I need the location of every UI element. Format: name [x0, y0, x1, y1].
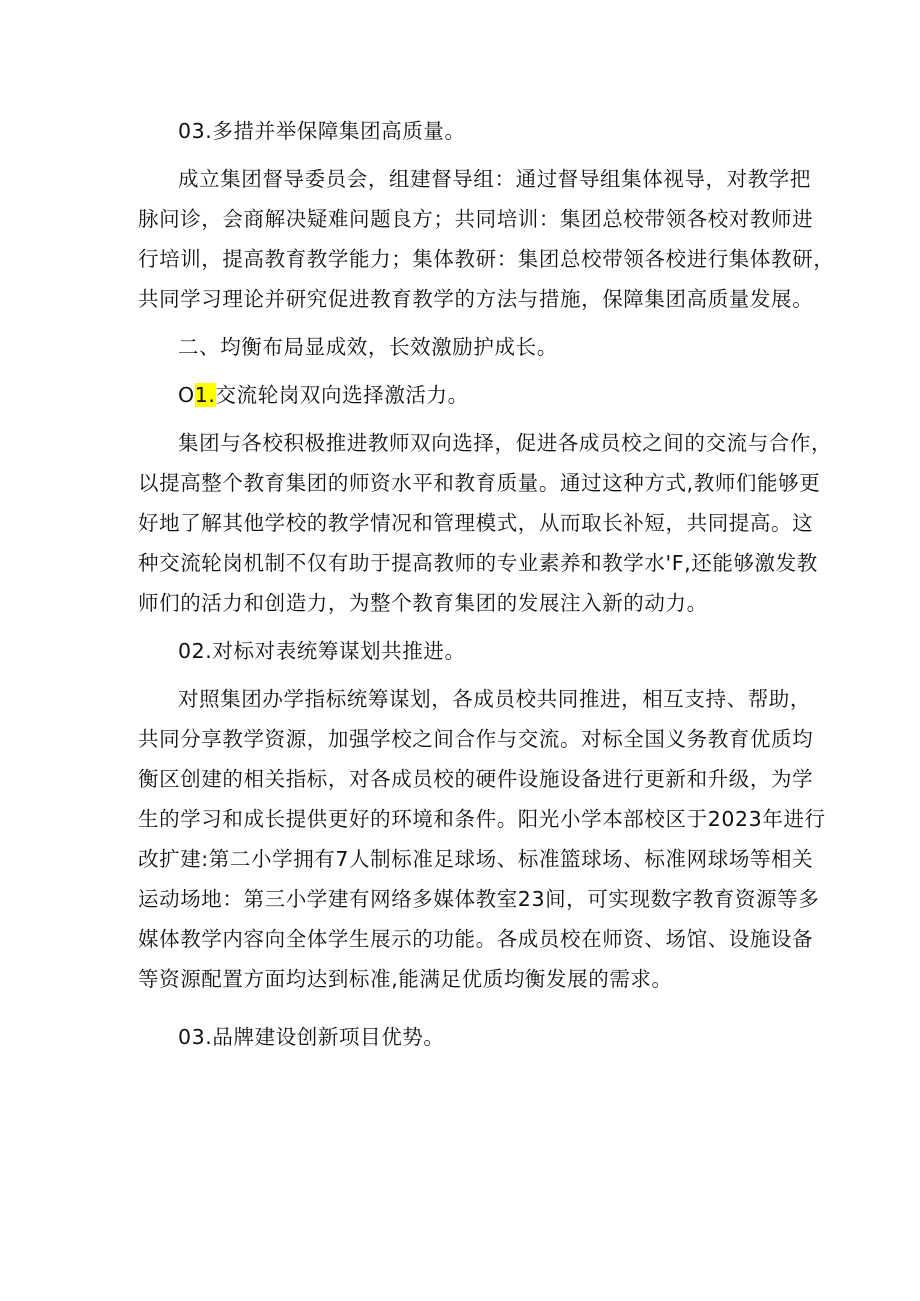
heading-text: 交流轮岗双向选择激活力。 — [215, 383, 469, 407]
section-heading-03-quality: 03.多措并举保障集团高质量。 — [178, 119, 466, 143]
paragraph-line: 对照集团办学指标统筹谋划，各成员校共同推进，相互支持、帮助， — [178, 687, 811, 711]
paragraph-line: 媒体教学内容向全体学生展示的功能。各成员校在师资、场馆、设施设备 — [138, 927, 814, 951]
paragraph-line: 成立集团督导委员会，组建督导组：通过督导组集体视导，对教学把 — [178, 167, 811, 191]
paragraph-line: 脉问诊，会商解决疑难问题良方；共同培训：集团总校带领各校对教师进 — [138, 207, 814, 231]
paragraph-line: 共同学习理论并研究促进教育教学的方法与措施，保障集团高质量发展。 — [138, 287, 814, 311]
paragraph-rotation — [138, 423, 833, 623]
paragraph-line: 种交流轮岗机制不仅有助于提高教师的专业素养和教学水'F,还能够激发教 — [138, 551, 818, 575]
heading-prefix: O — [178, 383, 195, 407]
paragraph-benchmark — [138, 679, 826, 999]
paragraph-line: 行培训，提高教育教学能力；集体教研：集团总校带领各校进行集体教研， — [138, 247, 835, 271]
paragraph-line: 以提高整个教育集团的师资水平和教育质量。通过这种方式,教师们能够更 — [138, 471, 821, 495]
section-heading-03-brand: 03.品牌建设创新项目优势。 — [178, 1025, 445, 1049]
paragraph-line: 师们的活力和创造力，为整个教育集团的发展注入新的动力。 — [138, 591, 708, 615]
section-heading-02-benchmark: 02.对标对表统筹谋划共推进。 — [178, 639, 466, 663]
highlighted-number: 1. — [194, 383, 216, 407]
paragraph-line: 生的学习和成长提供更好的环境和条件。阳光小学本部校区于2023年进行 — [138, 807, 826, 831]
paragraph-line: 好地了解其他学校的教学情况和管理模式，从而取长补短，共同提高。这 — [138, 511, 814, 535]
paragraph-line: 等资源配置方面均达到标准,能满足优质均衡发展的需求。 — [138, 967, 673, 991]
section-heading-balanced-layout: 二、均衡布局显成效，长效激励护成长。 — [178, 335, 558, 359]
paragraph-line: 运动场地：第三小学建有网络多媒体教室23间，可实现数字教育资源等多 — [138, 887, 820, 911]
paragraph-line: 共同分享教学资源，加强学校之间合作与交流。对标全国义务教育优质均 — [138, 727, 814, 751]
paragraph-line: 改扩建:第二小学拥有7人制标准足球场、标准篮球场、标准网球场等相关 — [138, 847, 814, 871]
paragraph-line: 衡区创建的相关指标，对各成员校的硬件设施设备进行更新和升级，为学 — [138, 767, 814, 791]
paragraph-supervision — [138, 159, 835, 319]
section-heading-01-rotation — [138, 375, 810, 415]
paragraph-line: 集团与各校积极推进教师双向选择，促进各成员校之间的交流与合作， — [178, 431, 833, 455]
